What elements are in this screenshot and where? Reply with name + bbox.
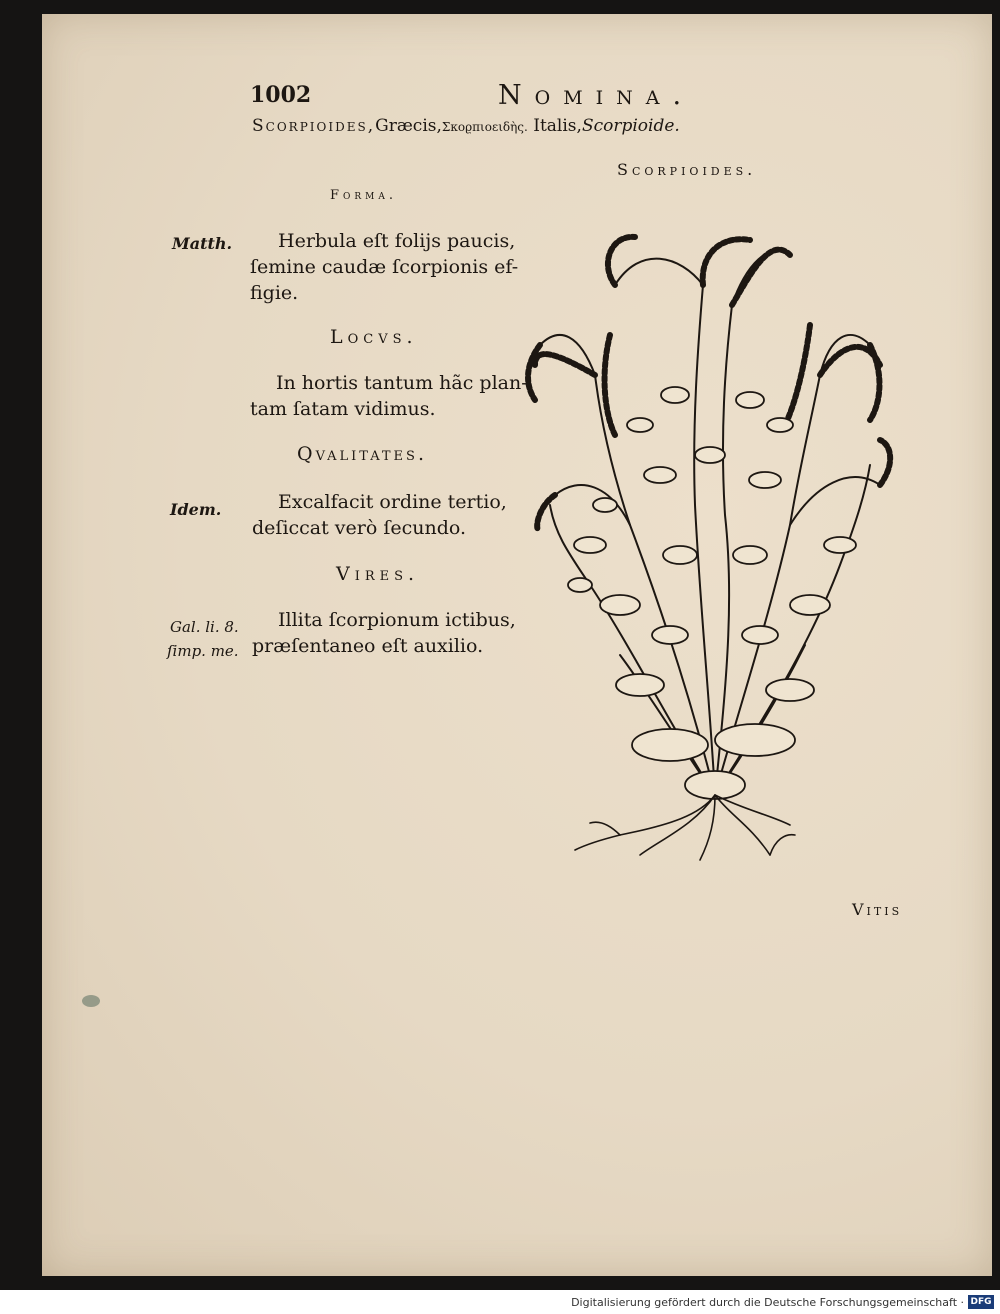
- vires-line-2: præſentaneo eſt auxilio.: [252, 635, 484, 657]
- locus-line-1: In hortis tantum hãc plan-: [276, 372, 528, 394]
- qualitates-line-1: Excalfacit ordine tertio,: [278, 491, 507, 513]
- forma-line-2: ſemine caudæ ſcorpionis ef-: [250, 256, 519, 278]
- scorpioides-woodcut-illustration: [520, 225, 910, 865]
- page-number: 1002: [250, 82, 312, 108]
- latin-name: Scorpioides,: [252, 116, 376, 136]
- section-heading-forma: Forma.: [330, 188, 398, 203]
- dfg-logo[interactable]: DFG: [968, 1295, 994, 1309]
- figure-caption: Scorpioides.: [617, 160, 757, 179]
- italian-name: Scorpioide.: [581, 116, 680, 136]
- vires-line-1: Illita ſcorpionum ictibus,: [278, 609, 516, 631]
- running-title: Nomina.: [498, 80, 695, 111]
- names-line: [252, 116, 680, 136]
- greek-name: Σκοϱπιοειδὴς.: [441, 120, 528, 134]
- forma-line-1: Herbula eſt folijs paucis,: [278, 230, 516, 252]
- margin-note-idem: Idem.: [170, 500, 222, 519]
- paper-stain: [82, 995, 100, 1007]
- catchword: Vitis: [852, 900, 903, 919]
- margin-note-matth: Matth.: [172, 234, 233, 253]
- graecis-label: Græcis,: [375, 116, 442, 136]
- locus-line-2: tam ſatam vidimus.: [250, 398, 436, 420]
- margin-note-gal: Gal. li. 8.: [170, 618, 239, 636]
- margin-note-simp: ſimp. me.: [167, 642, 239, 660]
- section-heading-qualitates: Qvalitates.: [297, 443, 427, 465]
- footer-credit: Digitalisierung gefördert durch die Deutsche Forschungsgemeinschaft ·: [571, 1296, 964, 1309]
- qualitates-line-2: deſiccat verò ſecundo.: [252, 517, 467, 539]
- forma-line-3: figie.: [250, 282, 299, 304]
- section-heading-locus: Locvs.: [330, 326, 418, 348]
- italis-label: Italis,: [533, 116, 582, 136]
- section-heading-vires: Vires.: [336, 563, 420, 585]
